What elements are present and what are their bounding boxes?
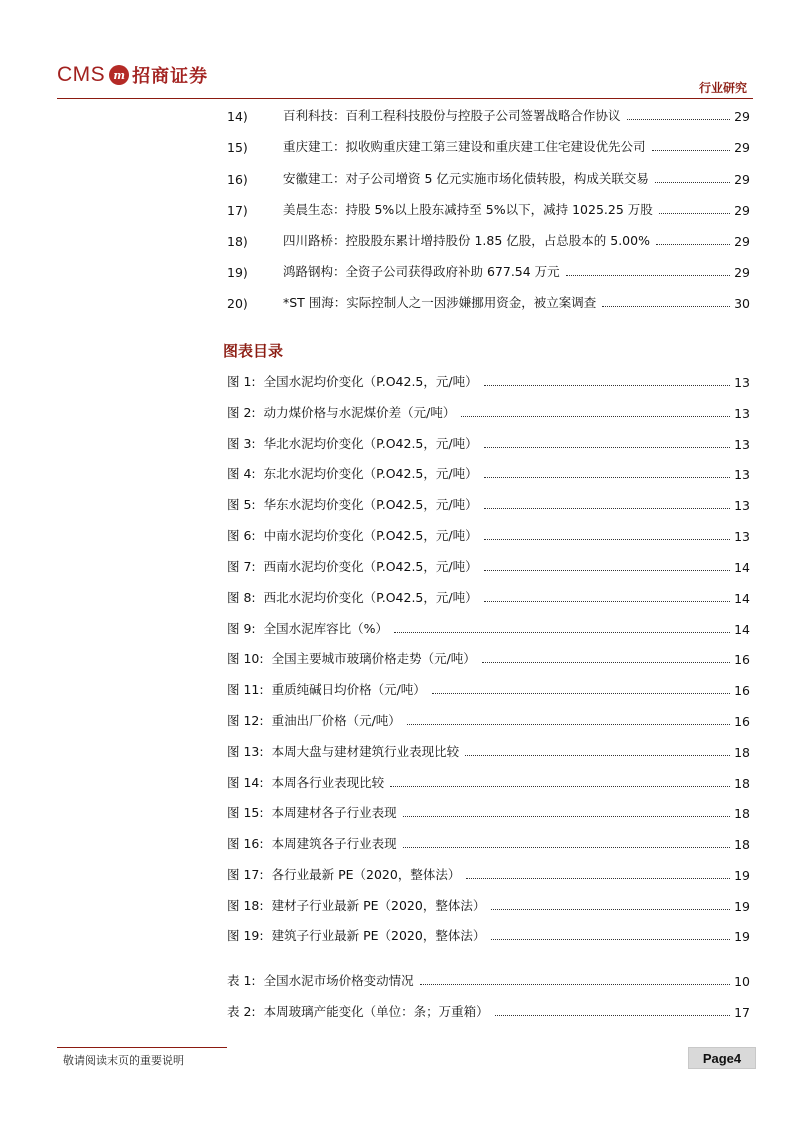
toc-entry[interactable] xyxy=(227,106,750,124)
figure-entry[interactable] xyxy=(227,896,750,914)
figure-page: 18 xyxy=(734,837,750,852)
toc-entry[interactable] xyxy=(227,262,750,280)
figure-label: 图 10: xyxy=(227,651,264,666)
table-page: 10 xyxy=(734,974,750,989)
toc-entry-page: 29 xyxy=(734,234,750,249)
logo-mark-icon: m xyxy=(109,65,129,85)
figure-page: 13 xyxy=(734,467,750,482)
figure-title: 西南水泥均价变化（P.O42.5，元/吨） xyxy=(263,559,478,574)
table-entry[interactable] xyxy=(227,971,750,989)
toc-entry-number: 19) xyxy=(227,265,248,280)
figure-page: 18 xyxy=(734,745,750,760)
figure-page: 13 xyxy=(734,529,750,544)
toc-entry[interactable] xyxy=(227,231,750,249)
toc-entry-title: 鸿路钢构：全资子公司获得政府补助 677.54 万元 xyxy=(283,264,560,279)
figure-page: 18 xyxy=(734,806,750,821)
toc-entry-title: *ST 围海：实际控制人之一因涉嫌挪用资金，被立案调查 xyxy=(283,295,597,310)
toc-entry-number: 18) xyxy=(227,234,248,249)
leader-dots xyxy=(495,1015,730,1016)
figure-label: 图 18: xyxy=(227,898,264,913)
figure-entry[interactable] xyxy=(227,926,750,944)
leader-dots xyxy=(484,539,731,540)
table-entry[interactable] xyxy=(227,1002,750,1020)
figure-label: 图 13: xyxy=(227,744,264,759)
figure-title: 本周建材各子行业表现 xyxy=(271,805,397,820)
table-title: 本周玻璃产能变化（单位：条；万重箱） xyxy=(263,1004,489,1019)
figure-label: 图 2: xyxy=(227,405,256,420)
leader-dots xyxy=(656,244,730,245)
leader-dots xyxy=(484,447,731,448)
leader-dots xyxy=(482,662,730,663)
toc-entry-title: 百利科技：百利工程科技股份与控股子公司签署战略合作协议 xyxy=(283,108,621,123)
figure-title: 东北水泥均价变化（P.O42.5，元/吨） xyxy=(263,466,478,481)
company-logo xyxy=(57,62,208,88)
figure-title: 本周建筑各子行业表现 xyxy=(271,836,397,851)
figure-entry[interactable] xyxy=(227,680,750,698)
figure-title: 华东水泥均价变化（P.O42.5，元/吨） xyxy=(263,497,478,512)
leader-dots xyxy=(566,275,730,276)
figure-label: 图 14: xyxy=(227,775,264,790)
figure-label: 图 8: xyxy=(227,590,256,605)
leader-dots xyxy=(461,416,730,417)
figure-label: 图 4: xyxy=(227,466,256,481)
figures-section-title: 图表目录 xyxy=(223,342,284,360)
figure-entry[interactable] xyxy=(227,865,750,883)
leader-dots xyxy=(407,724,730,725)
figure-page: 16 xyxy=(734,714,750,729)
leader-dots xyxy=(484,477,731,478)
figure-title: 本周各行业表现比较 xyxy=(271,775,385,790)
figure-label: 图 9: xyxy=(227,621,256,636)
figure-title: 全国主要城市玻璃价格走势（元/吨） xyxy=(271,651,476,666)
logo-chinese-text: 招商证券 xyxy=(132,66,209,87)
figure-page: 16 xyxy=(734,652,750,667)
toc-entry-number: 14) xyxy=(227,109,248,124)
figure-entry[interactable] xyxy=(227,557,750,575)
leader-dots xyxy=(465,755,730,756)
toc-entry-number: 15) xyxy=(227,140,248,155)
toc-entry-page: 29 xyxy=(734,109,750,124)
figure-label: 图 5: xyxy=(227,497,256,512)
figure-page: 16 xyxy=(734,683,750,698)
figure-label: 图 1: xyxy=(227,374,256,389)
figure-title: 建筑子行业最新 PE（2020，整体法） xyxy=(271,928,486,943)
leader-dots xyxy=(484,385,731,386)
toc-entry-title: 重庆建工：拟收购重庆建工第三建设和重庆建工住宅建设优先公司 xyxy=(283,139,646,154)
figure-entry[interactable] xyxy=(227,526,750,544)
leader-dots xyxy=(484,601,731,602)
toc-entry-number: 17) xyxy=(227,203,248,218)
figure-page: 18 xyxy=(734,776,750,791)
toc-entry[interactable] xyxy=(227,200,750,218)
figure-entry[interactable] xyxy=(227,773,750,791)
toc-entry-title: 美晨生态：持股 5%以上股东减持至 5%以下，减持 1025.25 万股 xyxy=(283,202,653,217)
leader-dots xyxy=(655,182,730,183)
toc-entry-page: 30 xyxy=(734,296,750,311)
figure-entry[interactable] xyxy=(227,803,750,821)
figure-title: 华北水泥均价变化（P.O42.5，元/吨） xyxy=(263,436,478,451)
figure-entry[interactable] xyxy=(227,403,750,421)
leader-dots xyxy=(394,632,730,633)
figure-title: 本周大盘与建材建筑行业表现比较 xyxy=(271,744,460,759)
footer-disclaimer: 敬请阅读末页的重要说明 xyxy=(63,1054,184,1067)
leader-dots xyxy=(432,693,730,694)
leader-dots xyxy=(491,909,730,910)
figure-entry[interactable] xyxy=(227,464,750,482)
table-page: 17 xyxy=(734,1005,750,1020)
table-label: 表 2: xyxy=(227,1004,256,1019)
figure-page: 19 xyxy=(734,868,750,883)
leader-dots xyxy=(403,847,730,848)
figure-label: 图 17: xyxy=(227,867,264,882)
logo-latin-text: CMS xyxy=(57,63,106,86)
figure-label: 图 6: xyxy=(227,528,256,543)
figure-page: 13 xyxy=(734,406,750,421)
figure-label: 图 19: xyxy=(227,928,264,943)
leader-dots xyxy=(466,878,730,879)
figure-title: 建材子行业最新 PE（2020，整体法） xyxy=(271,898,486,913)
header-divider xyxy=(57,98,753,99)
leader-dots xyxy=(627,119,731,120)
figure-label: 图 16: xyxy=(227,836,264,851)
figure-title: 重质纯碱日均价格（元/吨） xyxy=(271,682,426,697)
leader-dots xyxy=(484,570,731,571)
figure-title: 动力煤价格与水泥煤价差（元/吨） xyxy=(263,405,456,420)
figure-page: 13 xyxy=(734,498,750,513)
page-header xyxy=(0,0,793,100)
table-label: 表 1: xyxy=(227,973,256,988)
figure-page: 13 xyxy=(734,375,750,390)
figure-entry[interactable] xyxy=(227,649,750,667)
toc-entry-number: 20) xyxy=(227,296,248,311)
figure-entry[interactable] xyxy=(227,619,750,637)
leader-dots xyxy=(652,150,731,151)
figure-label: 图 15: xyxy=(227,805,264,820)
figure-page: 13 xyxy=(734,437,750,452)
leader-dots xyxy=(390,786,730,787)
figure-entry[interactable] xyxy=(227,834,750,852)
figure-label: 图 7: xyxy=(227,559,256,574)
page-number-badge: Page4 xyxy=(688,1047,756,1069)
toc-entry-title: 安徽建工：对子公司增资 5 亿元实施市场化债转股，构成关联交易 xyxy=(283,171,649,186)
toc-entry[interactable] xyxy=(227,293,750,311)
footer-divider xyxy=(57,1047,227,1048)
toc-entry-page: 29 xyxy=(734,265,750,280)
figure-title: 全国水泥均价变化（P.O42.5，元/吨） xyxy=(263,374,478,389)
leader-dots xyxy=(420,984,730,985)
table-title: 全国水泥市场价格变动情况 xyxy=(263,973,414,988)
leader-dots xyxy=(491,939,730,940)
figure-label: 图 11: xyxy=(227,682,264,697)
figure-entry[interactable] xyxy=(227,588,750,606)
figure-entry[interactable] xyxy=(227,372,750,390)
figure-page: 14 xyxy=(734,560,750,575)
toc-entry-title: 四川路桥：控股股东累计增持股份 1.85 亿股，占总股本的 5.00% xyxy=(283,233,650,248)
leader-dots xyxy=(403,816,730,817)
toc-entry-page: 29 xyxy=(734,140,750,155)
report-category: 行业研究 xyxy=(698,81,747,95)
figure-page: 19 xyxy=(734,929,750,944)
figure-title: 重油出厂价格（元/吨） xyxy=(271,713,401,728)
figure-entry[interactable] xyxy=(227,711,750,729)
figure-entry[interactable] xyxy=(227,434,750,452)
figure-entry[interactable] xyxy=(227,742,750,760)
toc-entry[interactable] xyxy=(227,169,750,187)
figure-page: 14 xyxy=(734,622,750,637)
toc-entry[interactable] xyxy=(227,137,750,155)
toc-entry-page: 29 xyxy=(734,172,750,187)
figure-label: 图 3: xyxy=(227,436,256,451)
figure-title: 各行业最新 PE（2020，整体法） xyxy=(271,867,461,882)
toc-entry-number: 16) xyxy=(227,172,248,187)
figure-title: 西北水泥均价变化（P.O42.5，元/吨） xyxy=(263,590,478,605)
figure-title: 全国水泥库容比（%） xyxy=(263,621,389,636)
figure-page: 19 xyxy=(734,899,750,914)
leader-dots xyxy=(602,306,730,307)
toc-entry-page: 29 xyxy=(734,203,750,218)
leader-dots xyxy=(484,508,731,509)
leader-dots xyxy=(659,213,730,214)
figure-label: 图 12: xyxy=(227,713,264,728)
figure-title: 中南水泥均价变化（P.O42.5，元/吨） xyxy=(263,528,478,543)
figure-entry[interactable] xyxy=(227,495,750,513)
figure-page: 14 xyxy=(734,591,750,606)
